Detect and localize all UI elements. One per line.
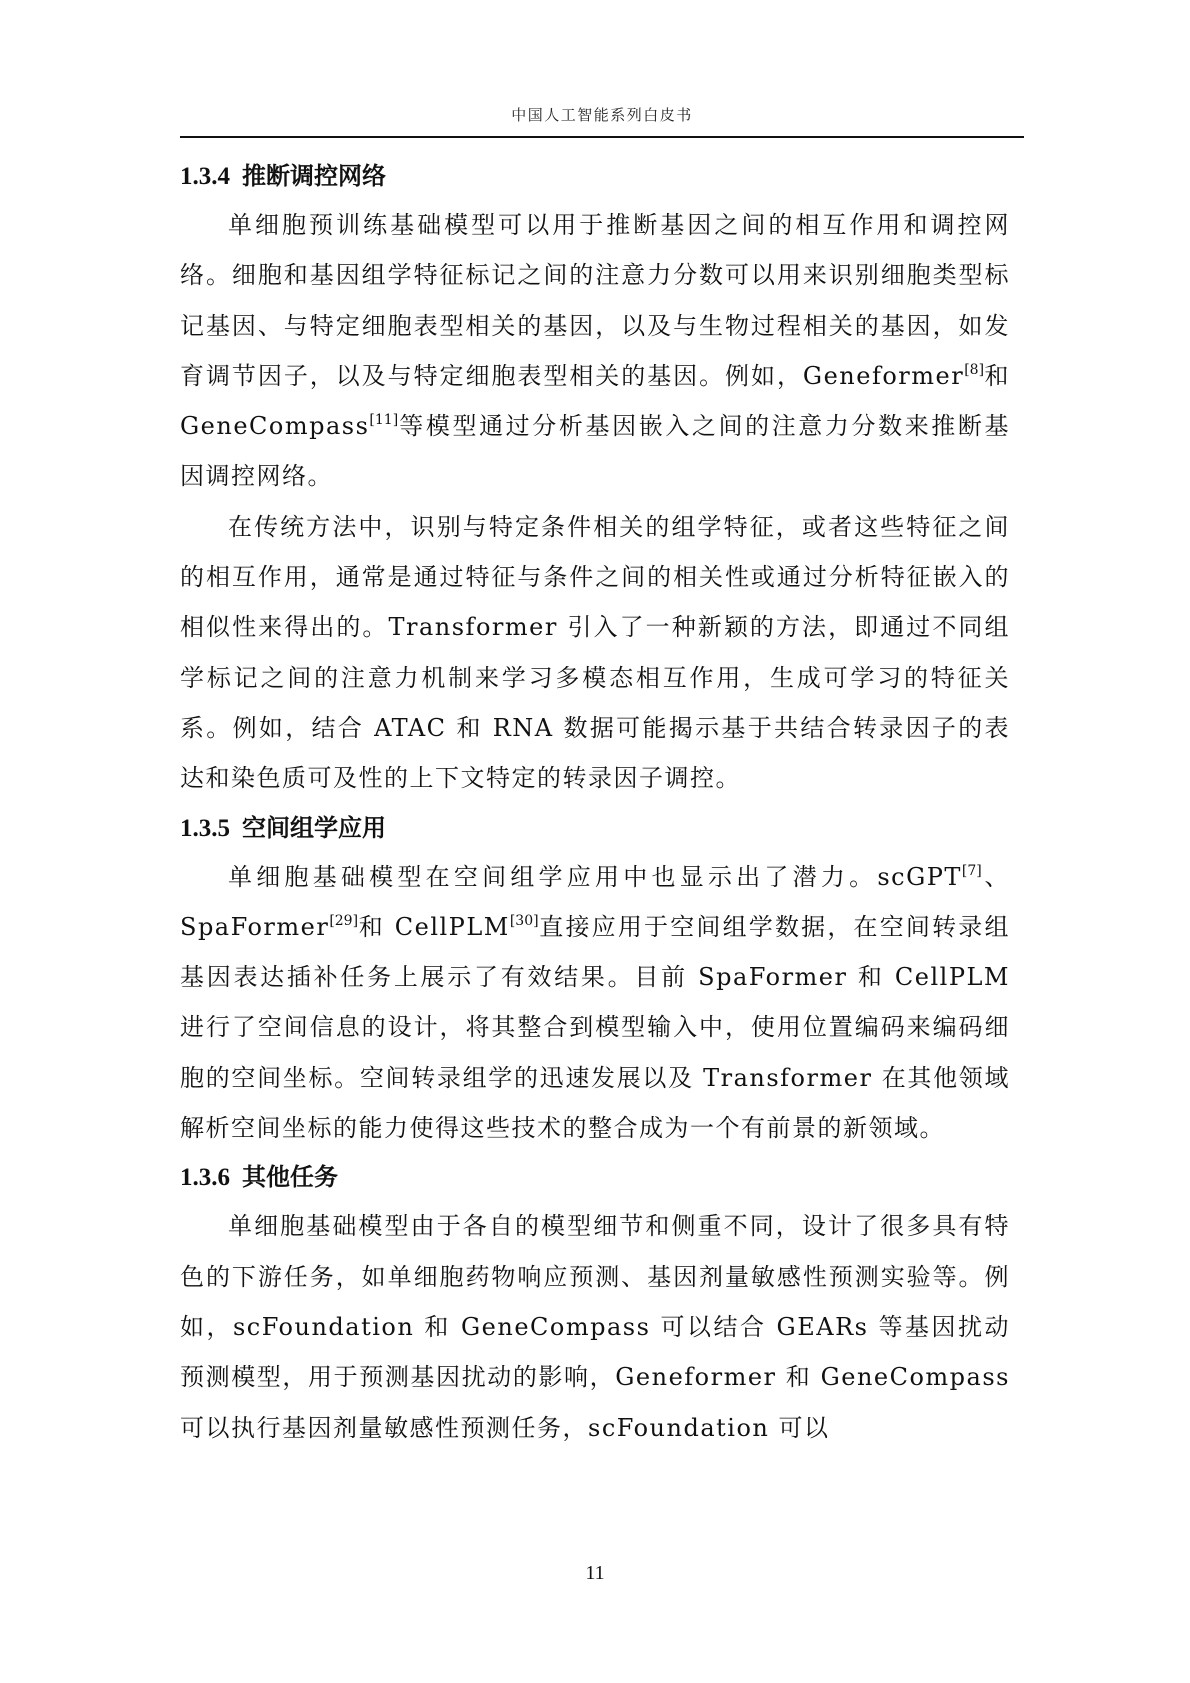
text-run: 和 GeneCompass xyxy=(180,361,1011,441)
text-run: 单细胞基础模型在空间组学应用中也显示出了潜力。scGPT xyxy=(228,862,962,891)
citation: [8] xyxy=(964,361,985,378)
paragraph-3 xyxy=(180,852,1010,1154)
section-number: 1.3.6 xyxy=(180,1164,230,1192)
paragraph-1 xyxy=(180,200,1010,502)
text-run: 等模型通过分析基因嵌入之间的注意力分数来推断基因调控网络。 xyxy=(180,412,1010,491)
section-number: 1.3.4 xyxy=(180,163,230,190)
text-run: 单细胞预训练基础模型可以用于推断基因之间的相互作用和调控网络。细胞和基因组学特征标记之间的注意力分数可以用来识别细胞类型标记基因、与特定细胞表型相关的基因，以及与生物过程相关的基因，如发育调节因子，以及与特定细胞表型相关的基因。例如，Geneformer xyxy=(180,211,1010,390)
running-header: 中国人工智能系列白皮书 xyxy=(511,106,693,124)
section-title: 推断调控网络 xyxy=(242,162,386,190)
section-title: 空间组学应用 xyxy=(242,813,386,842)
citation: [29] xyxy=(329,912,359,929)
citation: [11] xyxy=(369,412,399,429)
section-title: 其他任务 xyxy=(242,1163,338,1192)
citation: [7] xyxy=(961,862,982,879)
section-heading-1-3-4 xyxy=(180,152,1010,200)
section-heading-1-3-6 xyxy=(180,1153,1010,1201)
citation: [30] xyxy=(509,912,539,929)
section-heading-1-3-5 xyxy=(180,804,1010,852)
paragraph-4: 单细胞基础模型由于各自的模型细节和侧重不同，设计了很多具有特色的下游任务，如单细胞药物响应预测、基因剂量敏感性预测实验等。例如，scFoundation 和 GeneCompass 可以结合 GEARs 等基因扰动预测模型，用于预测基因扰动的影响，Geneformer 和 GeneCompass 可以执行基因剂量敏感性预测任务，scFoundation 可以 xyxy=(180,1212,1010,1442)
paragraph-2: 在传统方法中，识别与特定条件相关的组学特征，或者这些特征之间的相互作用，通常是通过特征与条件之间的相关性或通过分析特征嵌入的相似性来得出的。Transformer 引入了一种新颖的方法，即通过不同组学标记之间的注意力机制来学习多模态相互作用，生成可学习的特征关系。例如，结合 ATAC 和 RNA 数据可能揭示基于共结合转录因子的表达和染色质可及性的上下文特定的转录因子调控。 xyxy=(180,512,1010,793)
page-number: 11 xyxy=(585,1562,605,1584)
page-body xyxy=(180,152,1010,1453)
section-number: 1.3.5 xyxy=(180,814,230,842)
text-run: 、SpaFormer xyxy=(180,862,1010,941)
header-rule xyxy=(180,136,1024,138)
text-run: 和 CellPLM xyxy=(358,912,510,941)
text-run: 直接应用于空间组学数据，在空间转录组基因表达插补任务上展示了有效结果。目前 SpaFormer 和 CellPLM 进行了空间信息的设计，将其整合到模型输入中，使用位置编码来编码细胞的空间坐标。空间转录组学的迅速发展以及 Transformer 在其他领域解析空间坐标的能力使得这些技术的整合成为一个有前景的新领域。 xyxy=(180,912,1010,1143)
